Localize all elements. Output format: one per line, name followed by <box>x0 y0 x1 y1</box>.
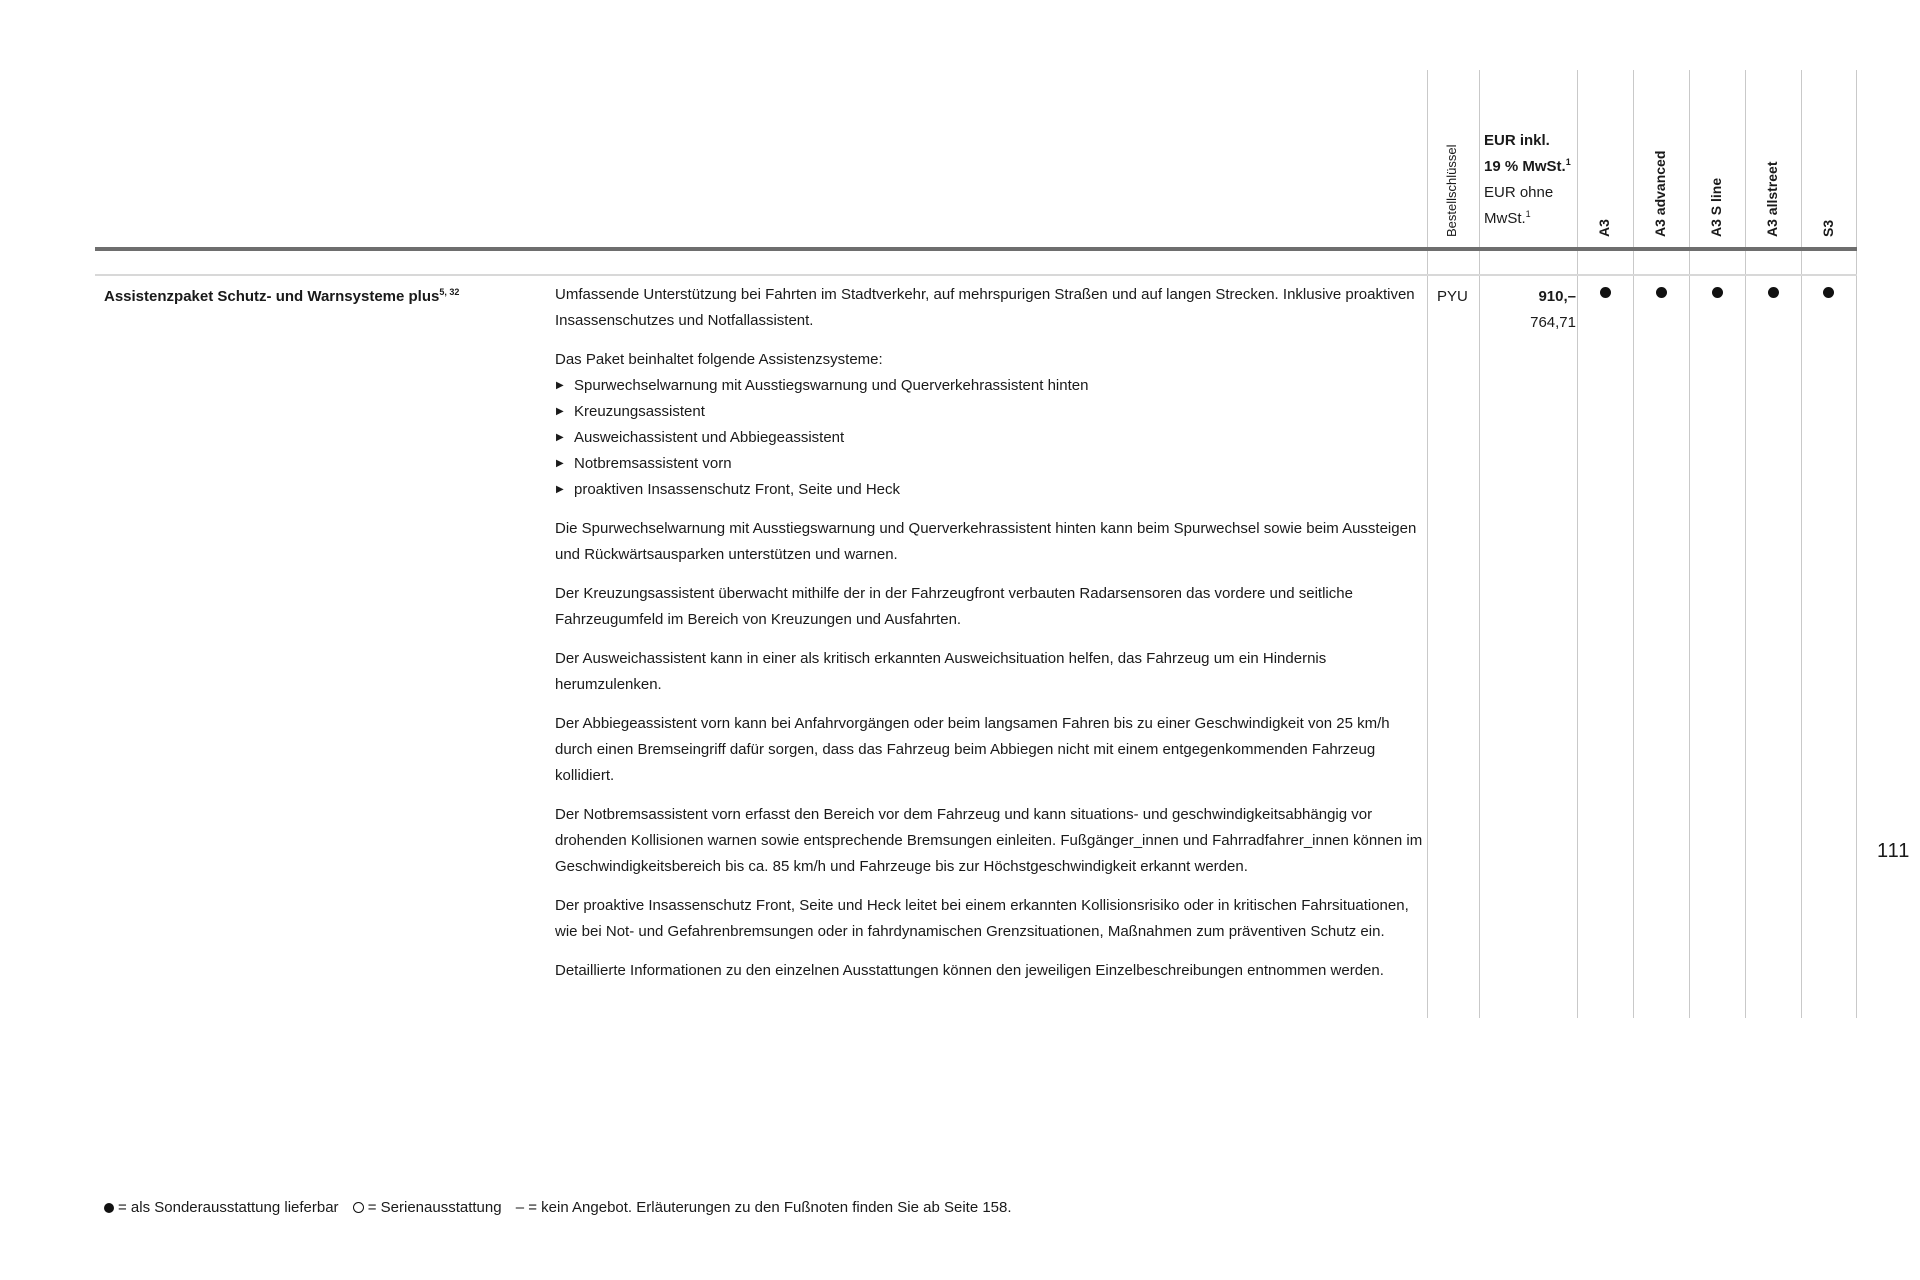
equipment-description <box>555 282 1425 997</box>
price-gross: 910,– <box>1538 288 1576 305</box>
description-paragraph: Die Spurwechselwarnung mit Ausstiegswarnung und Querverkehrassistent hinten kann beim Spurwechsel sowie beim Aussteigen und Rückwärtsausparken unterstützen und warnen. <box>555 520 1417 563</box>
legend-none: – = kein Angebot. Erläuterungen zu den Fußnoten finden Sie ab Seite 158. <box>515 1199 1012 1216</box>
header-model-s3: S3 <box>1820 219 1836 237</box>
equipment-title: Assistenzpaket Schutz- und Warnsysteme plus$^{5, 32}$ <box>104 287 460 305</box>
header-model-a3-allstreet: A3 allstreet <box>1764 161 1780 237</box>
column-divider <box>1801 70 1802 1018</box>
description-paragraph: Der Notbremsassistent vorn erfasst den Bereich vor dem Fahrzeug und kann situations- und geschwindigkeitsabhängig vor drohenden Kollisionen warnen sowie entsprechende Bremsungen einleiten. Fußgänger_innen und Fahrradfahrer_innen können im Geschwindigkeitsbereich bis ca. 85 km/h und Fahrzeuge bis zur Höchstgeschwindigkeit erkannt werden. <box>555 806 1423 875</box>
list-item: ▶ Notbremsassistent vorn <box>555 451 1425 477</box>
availability-s3-optional-dot <box>1823 287 1834 298</box>
header-price-net-line2: MwSt.$^1$ <box>1484 209 1531 227</box>
column-divider <box>1479 70 1480 1018</box>
order-code: PYU <box>1437 288 1468 305</box>
filled-circle-icon <box>104 1203 114 1213</box>
list-item: ▶ Kreuzungsassistent <box>555 399 1425 425</box>
triangle-bullet-icon: ▶ <box>556 380 564 391</box>
description-paragraph: Der proaktive Insassenschutz Front, Seite und Heck leitet bei einem erkannten Kollisionsrisiko oder in kritischen Fahrsituationen, wie bei Not- und Gefahrenbremsungen oder in fahrdynamischen Grenzsituationen, Maßnahmen zum präventiven Schutz ein. <box>555 897 1409 940</box>
column-divider <box>1856 70 1857 1018</box>
description-paragraph: Der Abbiegeassistent vorn kann bei Anfahrvorgängen oder beim langsamen Fahren bis zu einer Geschwindigkeit von 25 km/h durch einen Bremseingriff dafür sorgen, dass das Fahrzeug beim Abbiegen nicht mit einem entgegenkommenden Fahrzeug kollidiert. <box>555 715 1390 784</box>
header-order-code: Bestellschlüssel <box>1444 144 1459 237</box>
header-price-gross-line2: 19 % MwSt.$^1$ <box>1484 157 1571 175</box>
description-intro: Umfassende Unterstützung bei Fahrten im Stadtverkehr, auf mehrspurigen Straßen und auf langen Strecken. Inklusive proaktiven Insassenschutzes und Notfallassistent. <box>555 286 1415 329</box>
legend-standard: = Serienausstattung <box>367 1199 502 1216</box>
assist-system-list <box>555 373 1425 503</box>
column-divider <box>1745 70 1746 1018</box>
availability-a3-allstreet-optional-dot <box>1768 287 1779 298</box>
availability-a3-optional-dot <box>1600 287 1611 298</box>
description-paragraph: Detaillierte Informationen zu den einzelnen Ausstattungen können den jeweiligen Einzelbeschreibungen entnommen werden. <box>555 962 1384 979</box>
header-price-gross-line1: EUR inkl. <box>1484 132 1550 149</box>
triangle-bullet-icon: ▶ <box>556 406 564 417</box>
price-cell <box>1484 284 1576 336</box>
description-list-intro: Das Paket beinhaltet folgende Assistenzsysteme: <box>555 351 883 368</box>
price-net: 764,71 <box>1530 314 1576 331</box>
header-rule-thin <box>95 274 1857 276</box>
open-circle-icon <box>353 1202 364 1213</box>
triangle-bullet-icon: ▶ <box>556 484 564 495</box>
triangle-bullet-icon: ▶ <box>556 458 564 469</box>
header-model-a3-advanced: A3 advanced <box>1652 150 1668 237</box>
list-item: ▶ proaktiven Insassenschutz Front, Seite und Heck <box>555 477 1425 503</box>
description-paragraph: Der Ausweichassistent kann in einer als kritisch erkannten Ausweichsituation helfen, das Fahrzeug um ein Hindernis herumzulenken. <box>555 650 1327 693</box>
triangle-bullet-icon: ▶ <box>556 432 564 443</box>
availability-a3-advanced-optional-dot <box>1656 287 1667 298</box>
availability-a3-s-line-optional-dot <box>1712 287 1723 298</box>
legend <box>104 1195 1012 1221</box>
header-model-a3-s-line: A3 S line <box>1708 177 1724 237</box>
legend-optional: = als Sonderausstattung lieferbar <box>118 1199 339 1216</box>
description-paragraph: Der Kreuzungsassistent überwacht mithilfe der in der Fahrzeugfront verbauten Radarsensoren das vordere und seitliche Fahrzeugumfeld im Bereich von Kreuzungen und Ausfahrten. <box>555 585 1353 628</box>
list-item: ▶ Spurwechselwarnung mit Ausstiegswarnung und Querverkehrassistent hinten <box>555 373 1425 399</box>
column-divider <box>1427 70 1428 1018</box>
column-divider <box>1577 70 1578 1018</box>
header-price <box>1484 128 1576 232</box>
page-number: 111 <box>1877 840 1911 862</box>
header-model-a3: A3 <box>1596 219 1612 237</box>
column-divider <box>1633 70 1634 1018</box>
list-item: ▶ Ausweichassistent und Abbiegeassistent <box>555 425 1425 451</box>
header-price-net-line1: EUR ohne <box>1484 184 1554 201</box>
column-divider <box>1689 70 1690 1018</box>
header-rule <box>95 247 1857 251</box>
